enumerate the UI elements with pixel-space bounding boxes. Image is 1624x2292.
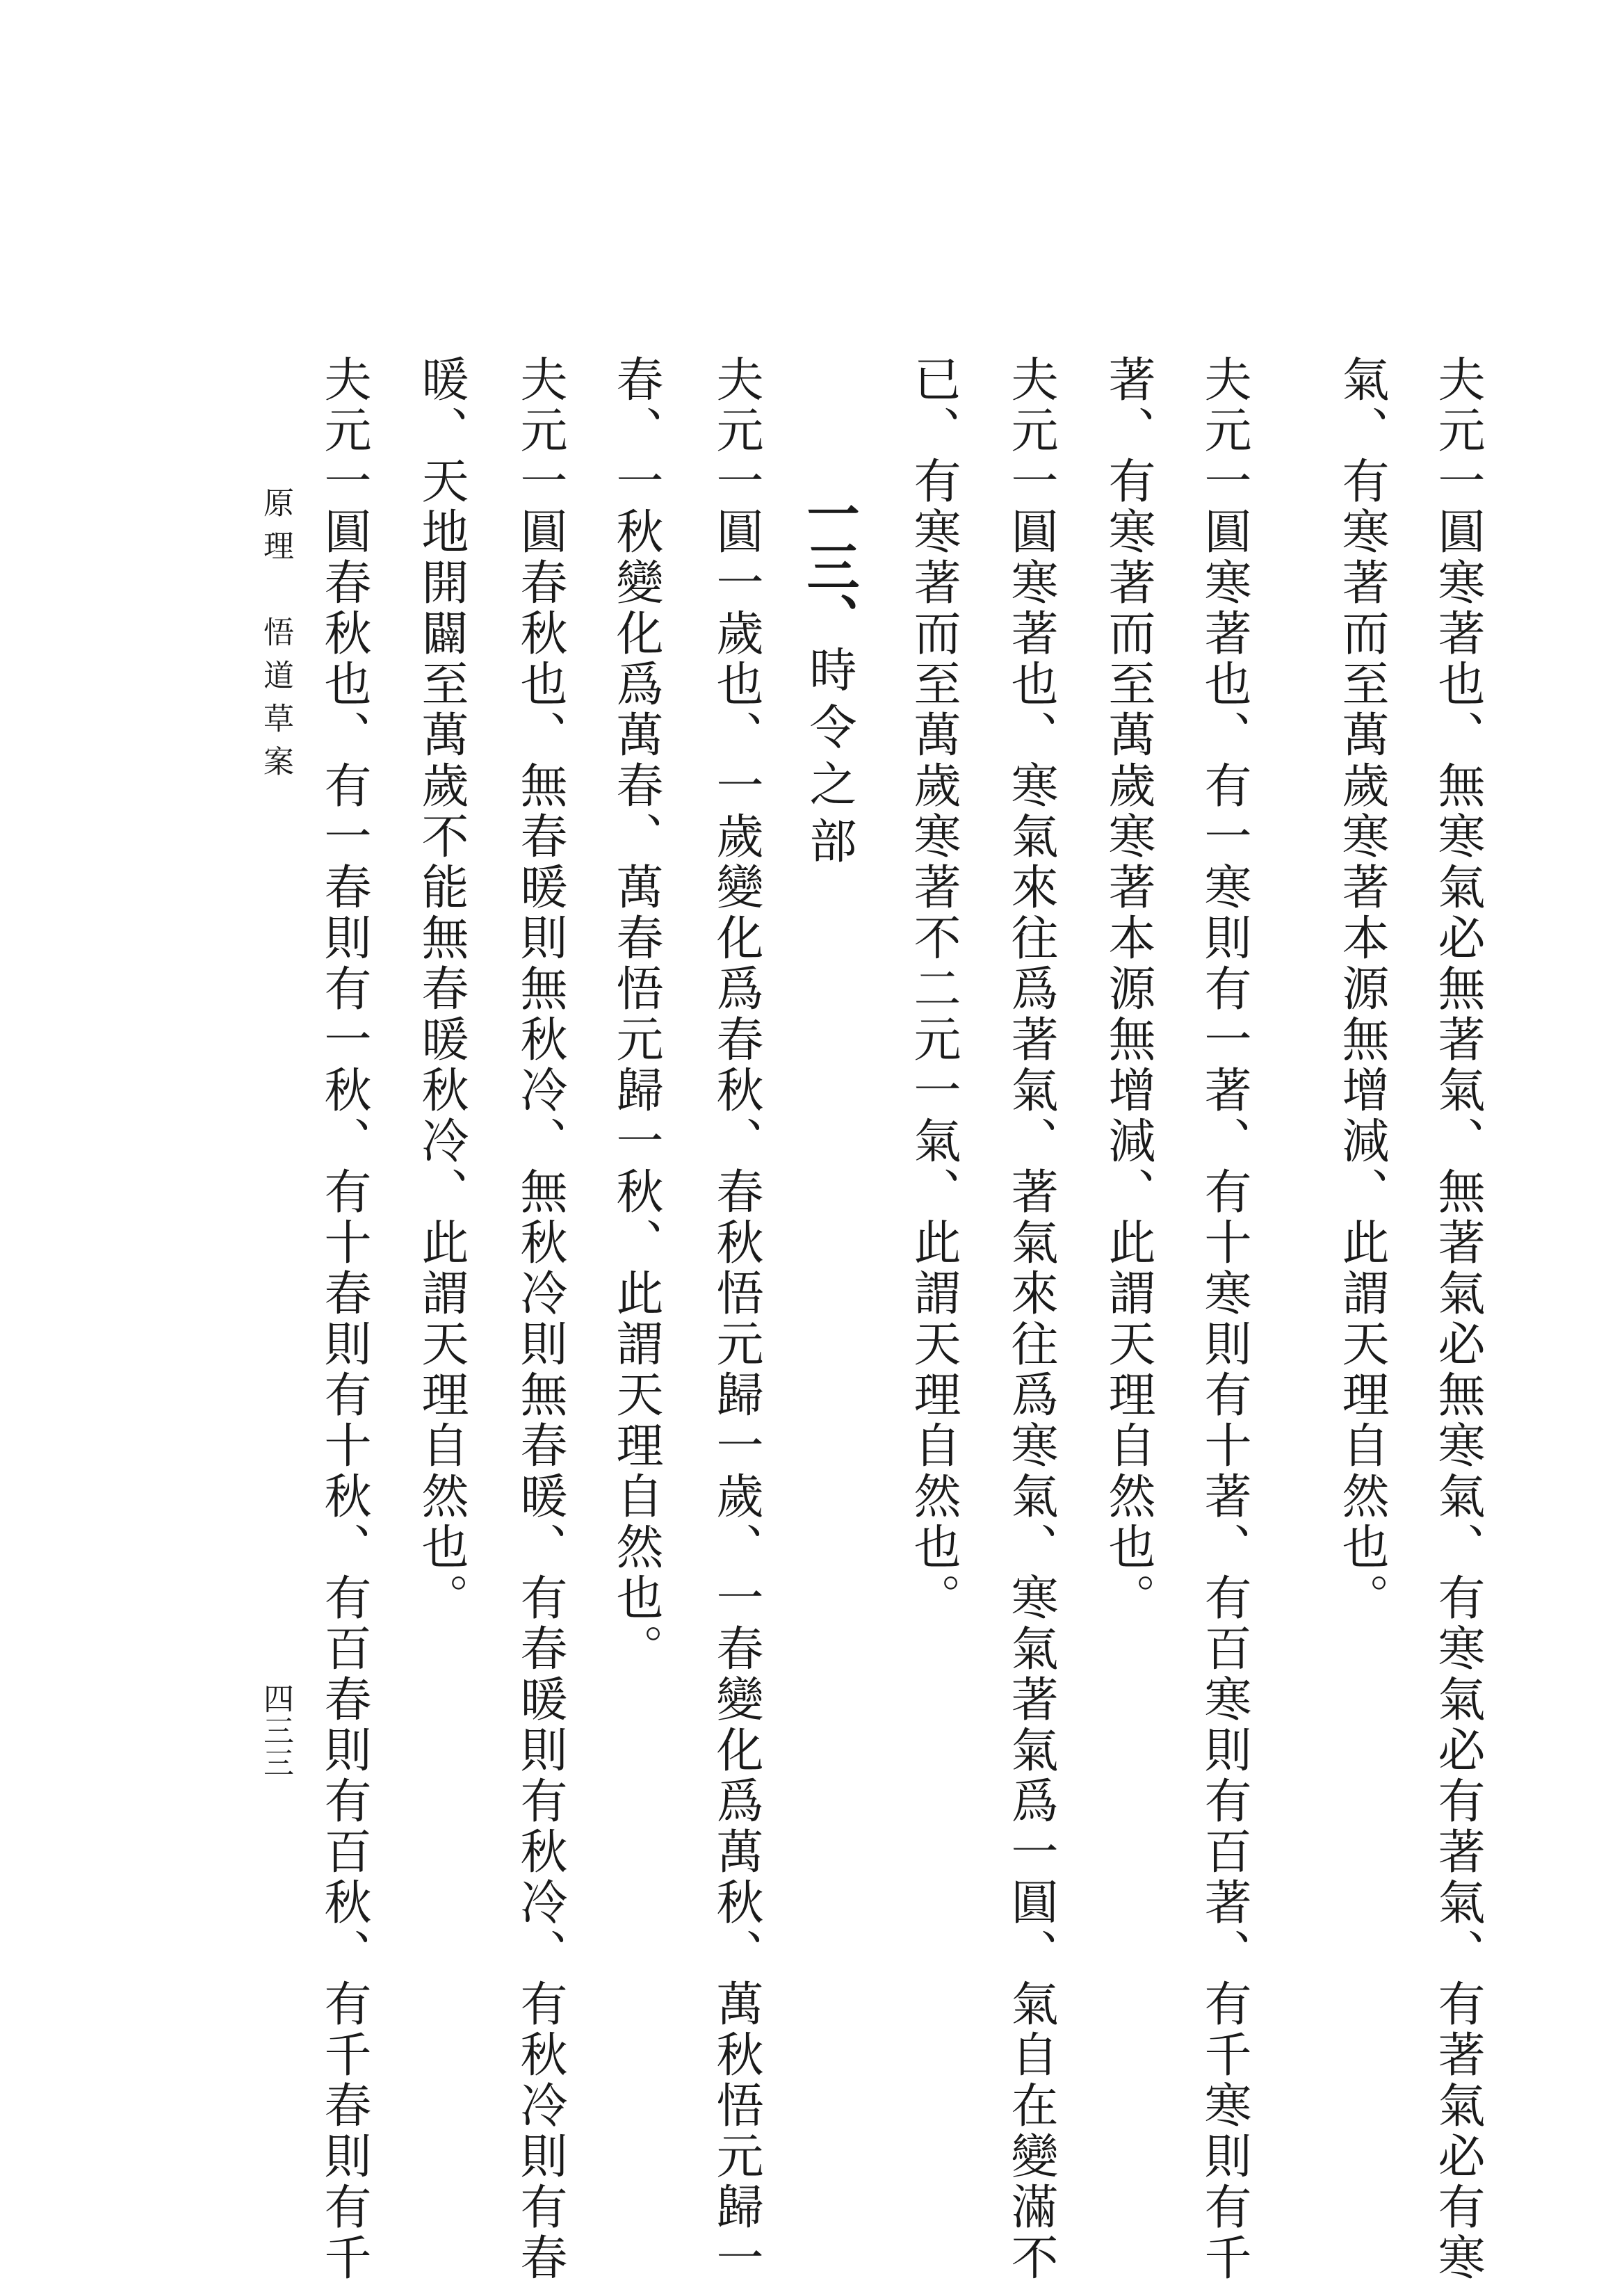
text-column: 已、有寒著而至萬歲寒著不二元一氣、此謂天理自然也。 [906,355,961,1624]
text-column: 春、一秋變化爲萬春、萬春悟元歸一秋、此謂天理自然也。 [608,355,663,1674]
text-column: 夫元一圓寒著也、寒氣來往爲著氣、著氣來往爲寒氣、寒氣著氣爲一圓、氣自在變滿不 [1003,355,1058,2284]
text-column: 夫元一圓寒著也、無寒氣必無著氣、無著氣必無寒氣、有寒氣必有著氣、有著氣必有寒 [1430,355,1485,2284]
text-column: 著、有寒著而至萬歲寒著本源無增減、此謂天理自然也。 [1101,355,1155,1624]
text-column: 暖、天地開闢至萬歲不能無春暖秋冷、此謂天理自然也。 [414,355,469,1624]
text-column: 夫元一圓一歲也、一歲變化爲春秋、春秋悟元歸一歲、一春變化爲萬秋、萬秋悟元歸一 [708,355,763,2284]
text-column: 夫元一圓春秋也、無春暖則無秋冷、無秋冷則無春暖、有春暖則有秋冷、有秋冷則有春 [512,355,567,2284]
text-column: 夫元一圓春秋也、有一春則有一秋、有十春則有十秋、有百春則有百秋、有千春則有千 [316,355,371,2284]
section-title: 時令之部 [802,645,856,873]
text-column: 夫元一圓寒著也、有一寒則有一著、有十寒則有十著、有百寒則有百著、有千寒則有千 [1196,355,1251,2284]
section-heading [798,487,860,873]
page-number: 四三三 [258,1683,293,1779]
running-title: 原理 悟道草案 [258,487,293,789]
section-number: 一三、 [798,487,860,645]
text-column: 氣、有寒著而至萬歲寒著本源無增減、此謂天理自然也。 [1334,355,1389,1624]
